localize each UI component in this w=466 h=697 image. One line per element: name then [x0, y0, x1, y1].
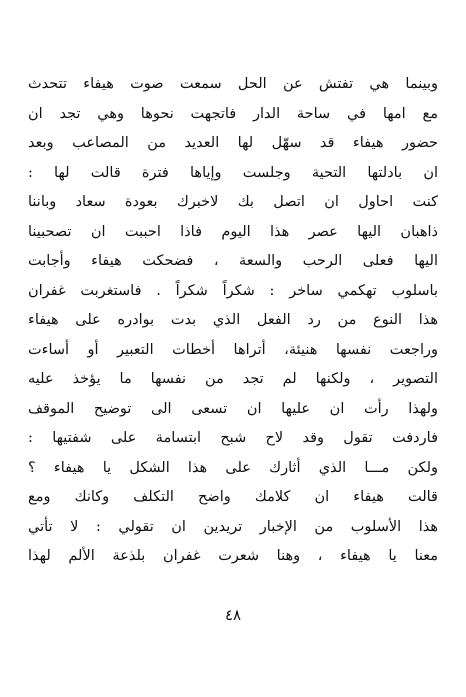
text-line: اليها فعلى الرحب والسعة ، فضحكت هيفاء وأجابت [28, 253, 438, 269]
text-line: معنا يا هيفاء ، وهنا شعرت غفران بلذعة الألم لهذا [28, 548, 438, 564]
text-line: التصوير ، ولكنها لم تجد من نفسها ما يؤخذ عليه [28, 371, 438, 387]
text-line: باسلوب تهكمي ساخر : شكراً شكراً . فاستغربت غفران [28, 282, 438, 299]
text-line: ولكن مـــا الذي أثارك على هذا الشكل يا هيفاء ؟ [28, 459, 438, 476]
text-line: ان بادلتها التحية وجلست وإياها فترة قالت لها : [28, 164, 438, 181]
text-line: مع امها في ساحة الدار فاتجهت نحوها وهي تجد ان [28, 105, 438, 122]
text-line: فاردفت تقول وقد لاح شبح ابتسامة على شفتيها : [28, 430, 438, 446]
text-line: ذاهبان اليها عصر هذا اليوم فاذا احببت ان تصحبينا [28, 223, 438, 240]
text-line: هذا النوع من رد الفعل الذي بدت بوادره على هيفاء [28, 312, 438, 328]
page-number: ٤٨ [224, 606, 242, 624]
text-line: ولهذا رأت ان عليها ان تسعى الى توضيح الموقف [28, 400, 438, 417]
text-line: قالت هيفاء ان كلامك واضح التكلف وكانك ومع [28, 489, 438, 505]
body-text [28, 70, 438, 572]
text-line: وبينما هي تفتش عن الحل سمعت صوت هيفاء تتحدث [28, 76, 438, 92]
text-line: وراجعت نفسها هنيئة، أتراها أخطات التعبير أو أساءت [28, 341, 438, 358]
text-line: حضور هيفاء قد سهّل لها العديد من المصاعب وبعد [28, 135, 438, 151]
text-line: كنت احاول ان اتصل بك لاخبرك بعودة سعاد وباننا [28, 194, 438, 210]
text-line: هذا الأسلوب من الإخبار تريدين ان تقولي : لا تأتي [28, 518, 438, 535]
